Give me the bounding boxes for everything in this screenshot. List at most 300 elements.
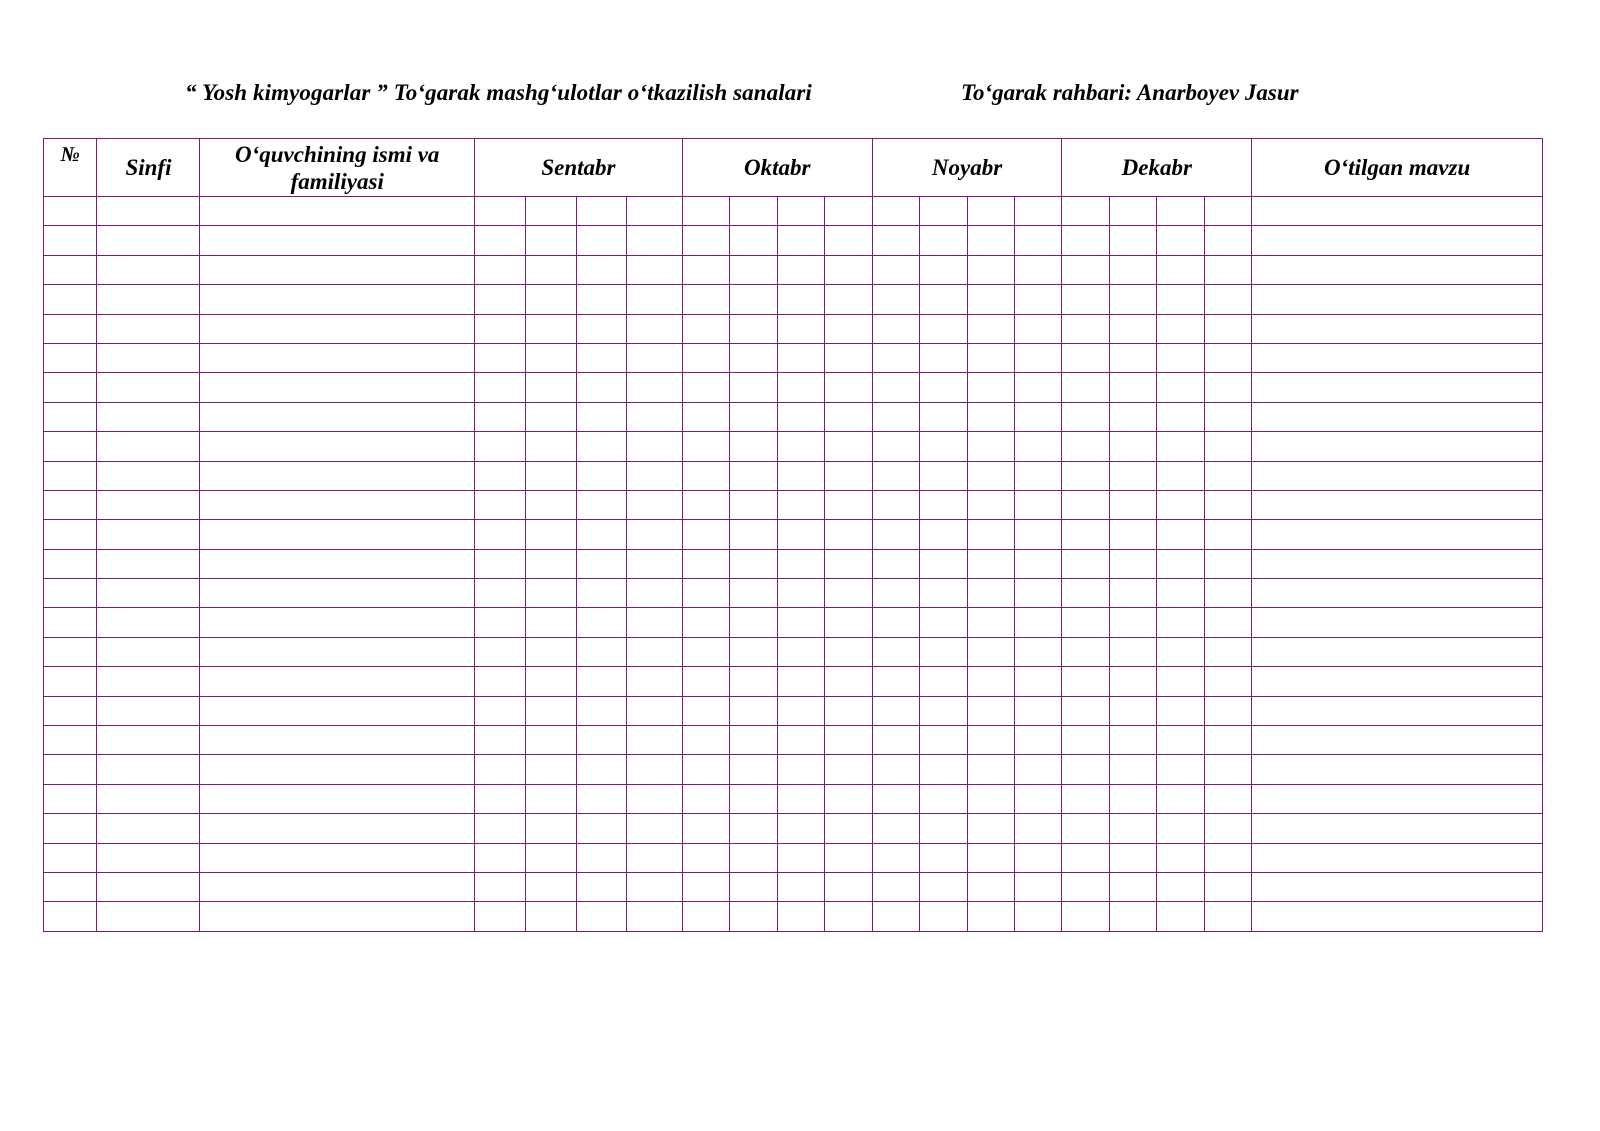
topic-cell — [1252, 637, 1543, 666]
date-cell — [526, 490, 576, 519]
date-cell — [777, 520, 824, 549]
date-cell — [1157, 432, 1204, 461]
number-cell — [44, 255, 97, 284]
date-cell — [872, 490, 919, 519]
date-cell — [682, 726, 729, 755]
table-row — [44, 843, 1543, 872]
table-row — [44, 402, 1543, 431]
column-header-month: Sentabr — [474, 139, 682, 197]
club-leader: To‘garak rahbari: Anarboyev Jasur — [961, 80, 1299, 105]
date-cell — [627, 784, 683, 813]
number-cell — [44, 726, 97, 755]
date-cell — [1062, 343, 1109, 372]
date-cell — [1014, 373, 1061, 402]
class-cell — [97, 637, 200, 666]
date-cell — [967, 696, 1014, 725]
date-cell — [825, 314, 872, 343]
table-row — [44, 549, 1543, 578]
date-cell — [627, 255, 683, 284]
class-cell — [97, 755, 200, 784]
date-cell — [1014, 667, 1061, 696]
date-cell — [1062, 814, 1109, 843]
date-cell — [1157, 197, 1204, 226]
date-cell — [1109, 667, 1156, 696]
date-cell — [1157, 872, 1204, 901]
date-cell — [730, 197, 777, 226]
date-cell — [872, 314, 919, 343]
date-cell — [920, 461, 967, 490]
date-cell — [872, 814, 919, 843]
date-cell — [1204, 490, 1251, 519]
date-cell — [526, 343, 576, 372]
date-cell — [682, 637, 729, 666]
topic-cell — [1252, 579, 1543, 608]
topic-cell — [1252, 432, 1543, 461]
date-cell — [872, 608, 919, 637]
topic-cell — [1252, 285, 1543, 314]
date-cell — [1062, 726, 1109, 755]
date-cell — [627, 872, 683, 901]
date-cell — [526, 784, 576, 813]
table-row — [44, 461, 1543, 490]
date-cell — [730, 549, 777, 578]
date-cell — [967, 637, 1014, 666]
date-cell — [1109, 579, 1156, 608]
name-cell — [200, 314, 475, 343]
column-header-month: Oktabr — [682, 139, 872, 197]
date-cell — [967, 432, 1014, 461]
date-cell — [526, 608, 576, 637]
date-cell — [1109, 726, 1156, 755]
date-cell — [526, 843, 576, 872]
date-cell — [967, 314, 1014, 343]
date-cell — [474, 637, 525, 666]
date-cell — [872, 226, 919, 255]
date-cell — [1204, 872, 1251, 901]
topic-cell — [1252, 843, 1543, 872]
topic-cell — [1252, 197, 1543, 226]
name-cell — [200, 226, 475, 255]
date-cell — [920, 343, 967, 372]
date-cell — [967, 255, 1014, 284]
date-cell — [627, 402, 683, 431]
column-header-number: № — [44, 139, 97, 197]
name-cell — [200, 432, 475, 461]
date-cell — [967, 814, 1014, 843]
date-cell — [1204, 637, 1251, 666]
date-cell — [474, 549, 525, 578]
date-cell — [1062, 637, 1109, 666]
date-cell — [1109, 872, 1156, 901]
date-cell — [872, 461, 919, 490]
name-cell — [200, 461, 475, 490]
date-cell — [1204, 696, 1251, 725]
date-cell — [627, 343, 683, 372]
date-cell — [1204, 255, 1251, 284]
date-cell — [777, 255, 824, 284]
date-cell — [1062, 461, 1109, 490]
topic-cell — [1252, 814, 1543, 843]
date-cell — [474, 902, 525, 931]
date-cell — [825, 784, 872, 813]
date-cell — [872, 285, 919, 314]
date-cell — [920, 226, 967, 255]
date-cell — [474, 197, 525, 226]
date-cell — [872, 667, 919, 696]
date-cell — [825, 285, 872, 314]
date-cell — [627, 285, 683, 314]
date-cell — [1157, 226, 1204, 255]
date-cell — [730, 814, 777, 843]
date-cell — [682, 461, 729, 490]
date-cell — [627, 314, 683, 343]
date-cell — [1109, 197, 1156, 226]
date-cell — [1157, 902, 1204, 931]
date-cell — [1014, 784, 1061, 813]
date-cell — [474, 432, 525, 461]
date-cell — [730, 726, 777, 755]
date-cell — [872, 520, 919, 549]
table-row — [44, 226, 1543, 255]
column-header-topic: O‘tilgan mavzu — [1252, 139, 1543, 197]
date-cell — [825, 755, 872, 784]
date-cell — [777, 667, 824, 696]
number-cell — [44, 696, 97, 725]
date-cell — [920, 608, 967, 637]
date-cell — [682, 667, 729, 696]
date-cell — [682, 373, 729, 402]
date-cell — [1204, 667, 1251, 696]
date-cell — [1109, 755, 1156, 784]
date-cell — [1109, 343, 1156, 372]
date-cell — [872, 843, 919, 872]
date-cell — [1157, 608, 1204, 637]
date-cell — [526, 373, 576, 402]
date-cell — [872, 696, 919, 725]
date-cell — [1157, 696, 1204, 725]
date-cell — [825, 343, 872, 372]
date-cell — [576, 520, 626, 549]
date-cell — [967, 726, 1014, 755]
date-cell — [872, 872, 919, 901]
date-cell — [872, 402, 919, 431]
date-cell — [777, 814, 824, 843]
date-cell — [730, 843, 777, 872]
date-cell — [825, 226, 872, 255]
class-cell — [97, 520, 200, 549]
table-row — [44, 285, 1543, 314]
date-cell — [627, 814, 683, 843]
date-cell — [526, 255, 576, 284]
date-cell — [474, 461, 525, 490]
date-cell — [825, 902, 872, 931]
date-cell — [967, 373, 1014, 402]
date-cell — [825, 461, 872, 490]
date-cell — [872, 755, 919, 784]
name-cell — [200, 637, 475, 666]
date-cell — [920, 637, 967, 666]
number-cell — [44, 520, 97, 549]
date-cell — [967, 608, 1014, 637]
date-cell — [1062, 285, 1109, 314]
number-cell — [44, 872, 97, 901]
date-cell — [1062, 226, 1109, 255]
date-cell — [682, 814, 729, 843]
date-cell — [526, 755, 576, 784]
date-cell — [1109, 255, 1156, 284]
table-row — [44, 814, 1543, 843]
date-cell — [682, 226, 729, 255]
date-cell — [730, 255, 777, 284]
date-cell — [730, 755, 777, 784]
name-cell — [200, 579, 475, 608]
date-cell — [920, 755, 967, 784]
date-cell — [1204, 285, 1251, 314]
date-cell — [1204, 726, 1251, 755]
date-cell — [1062, 696, 1109, 725]
date-cell — [1204, 373, 1251, 402]
date-cell — [526, 314, 576, 343]
date-cell — [627, 549, 683, 578]
date-cell — [777, 373, 824, 402]
date-cell — [967, 226, 1014, 255]
date-cell — [1109, 226, 1156, 255]
date-cell — [1014, 637, 1061, 666]
date-cell — [682, 872, 729, 901]
date-cell — [777, 843, 824, 872]
table-body — [44, 197, 1543, 932]
column-header-class: Sinfi — [97, 139, 200, 197]
date-cell — [1204, 461, 1251, 490]
date-cell — [920, 814, 967, 843]
date-cell — [1109, 814, 1156, 843]
date-cell — [1062, 255, 1109, 284]
date-cell — [627, 755, 683, 784]
date-cell — [1062, 667, 1109, 696]
date-cell — [627, 432, 683, 461]
date-cell — [474, 814, 525, 843]
date-cell — [1157, 255, 1204, 284]
date-cell — [1062, 608, 1109, 637]
number-cell — [44, 373, 97, 402]
date-cell — [1204, 549, 1251, 578]
table-row — [44, 902, 1543, 931]
date-cell — [526, 285, 576, 314]
date-cell — [1157, 285, 1204, 314]
name-cell — [200, 255, 475, 284]
class-cell — [97, 343, 200, 372]
column-header-month: Noyabr — [872, 139, 1062, 197]
attendance-table — [43, 138, 1543, 932]
table-row — [44, 373, 1543, 402]
table-row — [44, 579, 1543, 608]
name-cell — [200, 285, 475, 314]
date-cell — [576, 872, 626, 901]
date-cell — [526, 402, 576, 431]
topic-cell — [1252, 755, 1543, 784]
date-cell — [1014, 461, 1061, 490]
date-cell — [1204, 402, 1251, 431]
date-cell — [1014, 285, 1061, 314]
date-cell — [682, 402, 729, 431]
table-row — [44, 755, 1543, 784]
date-cell — [777, 872, 824, 901]
date-cell — [1157, 579, 1204, 608]
number-cell — [44, 314, 97, 343]
date-cell — [1062, 373, 1109, 402]
date-cell — [825, 608, 872, 637]
name-cell — [200, 667, 475, 696]
date-cell — [682, 696, 729, 725]
date-cell — [730, 667, 777, 696]
date-cell — [1204, 343, 1251, 372]
date-cell — [967, 843, 1014, 872]
name-cell — [200, 520, 475, 549]
date-cell — [825, 814, 872, 843]
date-cell — [1062, 549, 1109, 578]
date-cell — [777, 579, 824, 608]
name-cell — [200, 197, 475, 226]
date-cell — [1157, 843, 1204, 872]
date-cell — [1204, 902, 1251, 931]
date-cell — [1109, 637, 1156, 666]
date-cell — [1204, 432, 1251, 461]
date-cell — [627, 373, 683, 402]
date-cell — [627, 226, 683, 255]
name-cell — [200, 549, 475, 578]
date-cell — [1014, 255, 1061, 284]
date-cell — [1062, 902, 1109, 931]
date-cell — [1157, 314, 1204, 343]
date-cell — [627, 520, 683, 549]
name-cell — [200, 490, 475, 519]
topic-cell — [1252, 490, 1543, 519]
date-cell — [1014, 197, 1061, 226]
date-cell — [730, 696, 777, 725]
date-cell — [872, 902, 919, 931]
date-cell — [474, 667, 525, 696]
class-cell — [97, 285, 200, 314]
date-cell — [967, 755, 1014, 784]
date-cell — [1109, 373, 1156, 402]
date-cell — [1014, 549, 1061, 578]
table-row — [44, 314, 1543, 343]
date-cell — [576, 549, 626, 578]
date-cell — [777, 784, 824, 813]
date-cell — [730, 461, 777, 490]
date-cell — [1062, 843, 1109, 872]
date-cell — [825, 726, 872, 755]
date-cell — [1109, 520, 1156, 549]
date-cell — [1157, 343, 1204, 372]
date-cell — [576, 343, 626, 372]
date-cell — [967, 520, 1014, 549]
date-cell — [1157, 667, 1204, 696]
table-row — [44, 784, 1543, 813]
document-title: “ Yosh kimyogarlar ” To‘garak mashg‘ulotlar o‘tkazilish sanalari — [185, 80, 812, 105]
date-cell — [825, 402, 872, 431]
date-cell — [872, 784, 919, 813]
date-cell — [682, 784, 729, 813]
date-cell — [920, 902, 967, 931]
date-cell — [1109, 843, 1156, 872]
date-cell — [576, 814, 626, 843]
date-cell — [576, 314, 626, 343]
date-cell — [967, 343, 1014, 372]
date-cell — [1014, 314, 1061, 343]
date-cell — [730, 314, 777, 343]
date-cell — [576, 490, 626, 519]
table-header-row — [44, 139, 1543, 197]
date-cell — [872, 726, 919, 755]
date-cell — [777, 285, 824, 314]
table-row — [44, 608, 1543, 637]
date-cell — [872, 637, 919, 666]
number-cell — [44, 667, 97, 696]
date-cell — [825, 549, 872, 578]
date-cell — [920, 490, 967, 519]
date-cell — [1204, 226, 1251, 255]
class-cell — [97, 902, 200, 931]
date-cell — [1204, 314, 1251, 343]
topic-cell — [1252, 784, 1543, 813]
date-cell — [1062, 520, 1109, 549]
class-cell — [97, 784, 200, 813]
date-cell — [1062, 432, 1109, 461]
date-cell — [474, 343, 525, 372]
date-cell — [1109, 432, 1156, 461]
class-cell — [97, 814, 200, 843]
date-cell — [576, 696, 626, 725]
date-cell — [825, 255, 872, 284]
number-cell — [44, 432, 97, 461]
number-cell — [44, 461, 97, 490]
date-cell — [920, 579, 967, 608]
date-cell — [920, 667, 967, 696]
date-cell — [872, 432, 919, 461]
date-cell — [1014, 755, 1061, 784]
date-cell — [1204, 579, 1251, 608]
date-cell — [730, 432, 777, 461]
date-cell — [967, 197, 1014, 226]
date-cell — [526, 872, 576, 901]
date-cell — [682, 343, 729, 372]
number-cell — [44, 784, 97, 813]
date-cell — [1109, 461, 1156, 490]
date-cell — [920, 520, 967, 549]
name-cell — [200, 755, 475, 784]
table-row — [44, 255, 1543, 284]
date-cell — [526, 637, 576, 666]
date-cell — [730, 637, 777, 666]
date-cell — [1109, 402, 1156, 431]
date-cell — [730, 872, 777, 901]
date-cell — [825, 197, 872, 226]
date-cell — [682, 255, 729, 284]
date-cell — [576, 755, 626, 784]
table-row — [44, 726, 1543, 755]
date-cell — [682, 902, 729, 931]
topic-cell — [1252, 314, 1543, 343]
date-cell — [682, 314, 729, 343]
date-cell — [1109, 314, 1156, 343]
date-cell — [1062, 872, 1109, 901]
date-cell — [825, 490, 872, 519]
date-cell — [627, 490, 683, 519]
topic-cell — [1252, 461, 1543, 490]
topic-cell — [1252, 726, 1543, 755]
class-cell — [97, 432, 200, 461]
